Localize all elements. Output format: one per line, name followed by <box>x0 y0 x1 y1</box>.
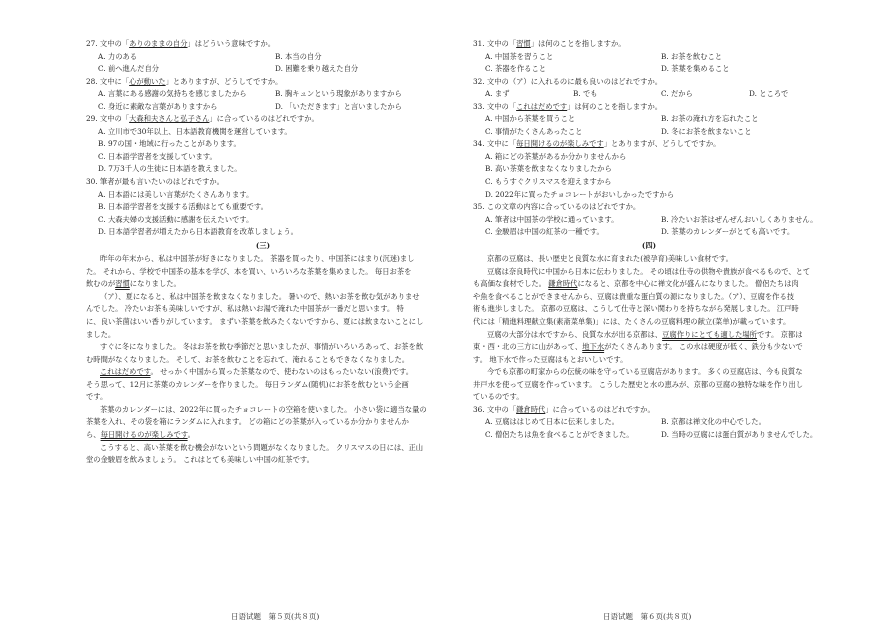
passage-line: 井戸水を使って豆腐を作っています。 こうした歴史と水の恵みが、京都の豆腐の独特な味を作り出し <box>473 379 804 389</box>
question-33: 33. 文中の「これはだめです」は何のことを指しますか。 <box>473 101 663 111</box>
option-a: A. 日本語には美しい言葉がたくさんあります。 <box>98 189 254 199</box>
underlined-phrase: 毎日開けるのが楽しみです <box>100 429 188 439</box>
option-b: B. 胸キュンという現象がありますから <box>275 89 402 99</box>
passage-line: も高価な食材でした。 鎌倉時代になると、京都を中心に禅文化が盛んになりました。 僧侶たちは肉 <box>473 279 799 289</box>
right-column <box>473 38 825 442</box>
option-c: C. 前へ進んだ自分 <box>98 64 160 74</box>
option-c: C. 茶器を作ること <box>485 64 547 74</box>
passage-line: 豆腐の大部分は水ですから、良質な水が出る京都は、豆腐作りにとても適した場所です。 京都は <box>487 329 803 339</box>
options-row <box>86 88 440 101</box>
question-text: 」に合っているのはどれですか。 <box>209 114 319 124</box>
passage-line: 東・西・北の三方に山があって、地下水がたくさんあります。 この水は硬度が低く、鉄分も少ないで <box>473 342 803 352</box>
section-heading: (三) <box>255 240 271 250</box>
passage-line: そう思って、12月に茶葉のカレンダーを作りました。 毎日ランダム(随机)にお茶を飲むという企画 <box>86 379 409 389</box>
underlined-phrase: これはだめです <box>100 367 151 377</box>
option-d: D. 7万3千人の生徒に日本語を教えました。 <box>98 164 242 174</box>
passage-line: すぐに冬になりました。 冬はお茶を飲む季節だと思いましたが、事情がいろいろあって、お茶を飲 <box>100 342 424 352</box>
passage-line: や魚を食べることができませんから、豆腐は貴重な蛋白質の源になりました。（ア）、豆腐を作る技 <box>473 291 795 301</box>
question-text: 」とありますが、どうしてですか。 <box>165 76 283 86</box>
passage-line: 豆腐は奈良時代に中国から日本に伝わりました。 その頃は仕寺の供物や貴族が食べるもので、とて <box>487 266 811 276</box>
option-d: D. 困難を乗り越えた自分 <box>275 64 359 74</box>
passage-line: 飲むのが習慣になりました。 <box>86 279 181 289</box>
question-28 <box>86 76 440 89</box>
left-column <box>86 38 440 467</box>
option-d: D. 茶葉のカレンダーがとても高いです。 <box>661 227 795 237</box>
option-b: B. お茶の淹れ方を忘れたこと <box>661 114 759 124</box>
passage-line: です。 <box>86 392 108 402</box>
option-a: A. 立川市で30年以上、日本語教育機関を運営しています。 <box>98 126 292 136</box>
option-c: C. もうすぐクリスマスを迎えますから <box>485 177 612 187</box>
question-36: 36. 文中の「鎌倉時代」に合っているのはどれですか。 <box>473 404 655 414</box>
option-b: B. でも <box>573 89 598 99</box>
option-c: C. 僧侶たちは魚を食べることができました。 <box>485 429 634 439</box>
passage-line: 茶葉のカレンダーには、2022年に買ったチョコレートの空箱を使いました。 小さい袋に適当な量の <box>100 404 427 414</box>
underlined-phrase: 鎌倉時代 <box>516 404 546 414</box>
passage-line: む時間がなくなりました。 そして、お茶を飲むことを忘れて、淹れることもできなくなりました。 <box>86 354 410 364</box>
option-a: A. 豆腐ははじめて日本に伝来しました。 <box>485 417 619 427</box>
underlined-phrase: 習慣 <box>115 279 130 289</box>
underlined-phrase: 習慣 <box>516 39 531 48</box>
option-c: C. だから <box>661 89 693 99</box>
passage-line: に、良い茶菌はいい香りがしています。 まずい茶葉を飲みたくないですから、夏には飲まないことにし <box>86 317 424 327</box>
passage-line: ら、毎日開けるのが楽しみです。 <box>86 429 195 439</box>
question-27 <box>86 38 440 51</box>
passage-line: た。 それから、学校で中国茶の基本を学び、本を買い、いろいろな茶葉を集めました。 毎日お茶を <box>86 266 412 276</box>
question-text: 27. 文中の「 <box>86 39 130 48</box>
option-c: C. 大森夫婦の支援活動に感謝を伝えたいです。 <box>98 214 254 224</box>
passage-line: 代には「精進料理献立集(素斋菜单集)」には、たくさんの豆腐料理の献立(菜单)が載っています。 <box>473 317 791 327</box>
passage-line: ました。 <box>86 329 116 339</box>
option-a: A. 筆者は中国茶の学校に通っています。 <box>485 214 619 224</box>
underlined-phrase: 大森和夫さんと弘子さん <box>129 114 210 124</box>
passage-line: 術も進歩しました。 京都の豆腐は、こうして仕寺と深い関わりを持ちながら発展しました。 江戸時 <box>473 304 799 314</box>
question-34: 34. 文中に「毎日開けるのが楽しみです」とありますが、どうしてですか。 <box>473 139 721 149</box>
question-text: 」はどういう意味ですか。 <box>187 39 276 48</box>
question-text: 29. 文中の「 <box>86 114 130 124</box>
passage-line: ているのです。 <box>473 392 524 402</box>
underlined-phrase: 地下水 <box>582 342 605 352</box>
underlined-phrase: 毎日開けるのが楽しみです <box>516 139 604 149</box>
passage-line: こうすると、高い茶葉を飲む機会がないという問題がなくなりました。 クリスマスの日には、正山 <box>100 442 424 452</box>
options-row <box>86 51 440 64</box>
passage-line: 今でも京都の町家からの伝統の味を守っている豆腐店があります。 多くの豆腐店は、今も良質な <box>487 367 803 377</box>
option-d: D. 冬にお茶を飲まないこと <box>661 126 752 136</box>
option-c: C. 身近に素敵な言葉がありますから <box>98 101 218 111</box>
question-35: 35. この文章の内容に合っているのはどれですか。 <box>473 202 641 212</box>
option-d: D. 茶葉を集めること <box>661 64 730 74</box>
passage-line: 堂の金駿眉を飲みましょう。 これはとても美味しい中国の紅茶です。 <box>86 455 314 465</box>
option-d: D. 日本語学習者が増えたから日本語教育を改革しましょう。 <box>98 227 298 237</box>
option-b: B. 97の国・地域に行ったことがあります。 <box>98 139 241 149</box>
page-footer: 日语试题 第６页(共８页) <box>603 612 692 621</box>
option-b: B. 日本語学習者を支援する活動はとても重要です。 <box>98 202 268 212</box>
option-a: A. まず <box>485 89 510 99</box>
passage-line: 昨年の年末から、私は中国茶が好きになりました。 茶器を買ったり、中国茶にはまり(沉迷)まし <box>100 254 415 264</box>
underlined-phrase: これはだめです <box>516 101 568 111</box>
underlined-phrase: 心が動いた <box>129 76 166 86</box>
option-a: A. 中国茶を習うこと <box>485 51 554 61</box>
passage-line: （ア）、夏になると、私は中国茶を飲まなくなりました。 暑いので、熱いお茶を飲む気がありませ <box>100 291 420 301</box>
option-b: B. 本当の自分 <box>275 51 322 61</box>
option-d: D. 2022年に買ったチョコレートがおいしかったですから <box>485 189 675 199</box>
option-b: B. お茶を飲むこと <box>661 51 723 61</box>
passage-line: 京都の豆腐は、長い歴史と良質な水に育まれた(被孕育)美味しい食材です。 <box>487 254 733 264</box>
option-b: B. 京都は禅文化の中心でした。 <box>661 417 766 427</box>
option-d: D. 「いただきます」と言いましたから <box>275 101 402 111</box>
section-heading: (四) <box>641 240 657 250</box>
page-footer: 日语试题 第５页(共８页) <box>231 612 320 621</box>
passage-line: んでした。 冷たいお茶も美味しいですが、私は熱いお湯で淹れた中国茶が一番だと思います。 特 <box>86 304 404 314</box>
question-31: 31. 文中の「習慣」は何のことを指しますか。 <box>473 39 626 48</box>
question-30: 30. 筆者が最も言いたいのはどれですか。 <box>86 177 224 187</box>
question-text: 28. 文中に「 <box>86 76 130 86</box>
options-row <box>86 63 440 76</box>
option-b: B. 冷たいお茶はぜんぜんおいしくありません。 <box>661 214 818 224</box>
passage-line: これはだめです。 せっかく中国から買った茶葉なので、使わないのはもったいない(浪费)です。 <box>100 367 414 377</box>
option-c: C. 事情がたくさんあったこと <box>485 126 583 136</box>
underlined-phrase: 豆腐作りにとても適した場所 <box>662 329 757 339</box>
option-b: B. 高い茶葉を飲まなくなりましたから <box>485 164 612 174</box>
option-a: A. 箱にどの茶葉があるか分かりませんから <box>485 151 627 161</box>
passage-line: 茶葉を入れ、その袋を箱にランダムに入れます。 どの箱にどの茶葉が入っているか分かりませんか <box>86 417 409 427</box>
options-row <box>86 101 440 114</box>
passage-line: す。 地下水で作った豆腐はもとおいしいです。 <box>473 354 628 364</box>
option-d: D. ところで <box>749 89 789 99</box>
option-a: A. 力のある <box>98 51 138 61</box>
option-c: C. 金駿眉は中国の紅茶の一種です。 <box>485 227 604 237</box>
option-a: A. 中国から茶葉を買うこと <box>485 114 576 124</box>
option-c: C. 日本語学習者を支援しています。 <box>98 151 217 161</box>
underlined-phrase: 鎌倉時代 <box>548 279 578 289</box>
option-a: A. 言葉にある感謝の気持ちを感じましたから <box>98 89 247 99</box>
underlined-phrase: ありのままの自分 <box>129 39 188 48</box>
question-29 <box>86 113 440 126</box>
option-d: D. 当時の豆腐には蛋白質がありませんでした。 <box>661 429 818 439</box>
question-32: 32. 文中の（ア）に入れるのに最も良いのはどれですか。 <box>473 76 663 86</box>
